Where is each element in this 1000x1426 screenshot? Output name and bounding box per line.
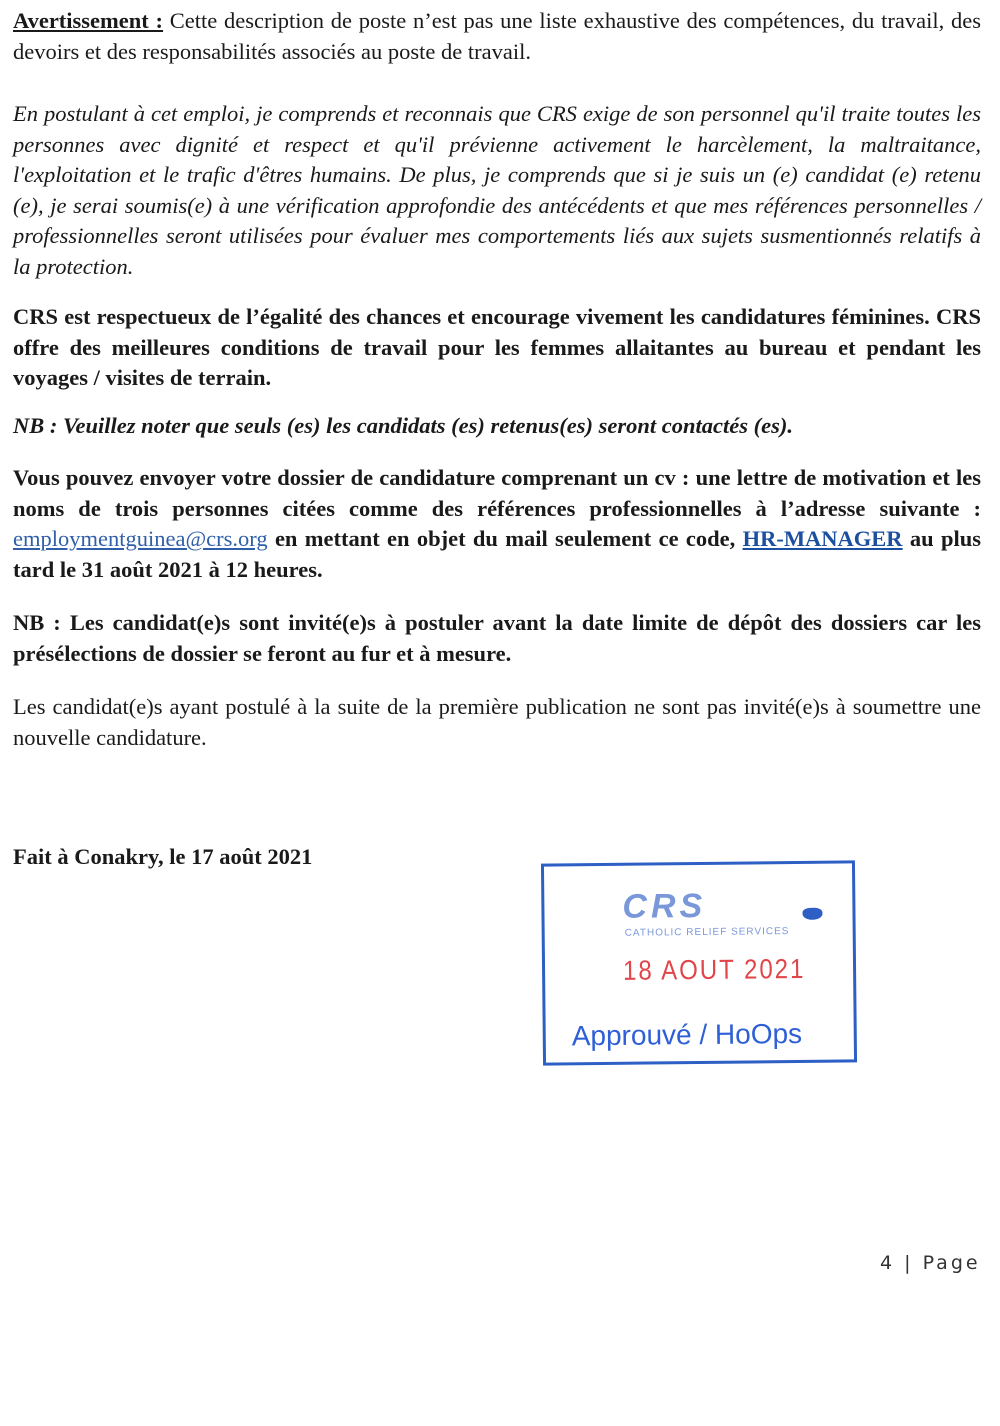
disclaimer-text: Cette description de poste n’est pas une liste exhaustive des compétences, du travail, des devoirs et des responsabilités associés au poste de travail. <box>13 8 982 64</box>
subject-code-link[interactable]: HR-MANAGER <box>742 526 903 551</box>
email-link[interactable]: employmentguinea@crs.org <box>13 526 268 551</box>
stamp-date: 18 AOUT 2021 <box>622 953 806 987</box>
nb-deadline-note: NB : Les candidat(e)s sont invité(e)s à postuler avant la date limite de dépôt des dossiers car les présélections de dossier se feront au fur et à mesure. <box>13 610 981 666</box>
previous-applicants-paragraph: Les candidat(e)s ayant postulé à la suite de la première publication ne sont pas invité(e)s à soumettre une nouvelle candidature. <box>13 694 981 750</box>
stamp-status: Approuvé / HoOps <box>571 1017 803 1052</box>
signature-line: Fait à Conakry, le 17 août 2021 <box>13 844 313 869</box>
application-paragraph <box>13 463 981 585</box>
safeguarding-paragraph: En postulant à cet emploi, je comprends et reconnais que CRS exige de son personnel qu'il traite toutes les personnes avec dignité et respect et qu'il prévienne activement le harcèlement, la maltraitance, l'exploitation et le trafic d'êtres humains. De plus, je comprends que si je suis un (e) candidat (e) retenu (e), je serai soumis(e) à une vérification approfondie des antécédents et que mes références personnelles / professionnelles seront utilisées pour évaluer mes comportements liés aux sujets susmentionnés relatifs à la protection. <box>13 101 981 279</box>
nb-contact-note: NB : Veuillez noter que seuls (es) les candidats (es) retenus(es) seront contactés (es). <box>13 413 793 438</box>
disclaimer-label: Avertissement : <box>13 8 164 33</box>
application-text-before: Vous pouvez envoyer votre dossier de candidature comprenant un cv : une lettre de motivation et les noms de trois personnes citées comme des références professionnelles à l’adresse suivante : <box>13 465 981 521</box>
application-text-after: au plus tard le 31 août 2021 à 12 heures. <box>13 526 981 582</box>
disclaimer-paragraph <box>13 6 981 67</box>
approval-stamp <box>541 860 857 1065</box>
equality-paragraph: CRS est respectueux de l’égalité des chances et encourage vivement les candidatures féminines. CRS offre des meilleures conditions de travail pour les femmes allaitantes au bureau et pendant les voyages / visites de terrain. <box>13 304 981 390</box>
stamp-subtitle: CATHOLIC RELIEF SERVICES <box>624 926 790 939</box>
page-number: 4 | Page <box>880 1252 981 1274</box>
ink-blot-icon <box>802 908 822 920</box>
crs-logo: CRS <box>622 886 707 926</box>
application-text-middle: en mettant en objet du mail seulement ce code, <box>267 526 743 551</box>
